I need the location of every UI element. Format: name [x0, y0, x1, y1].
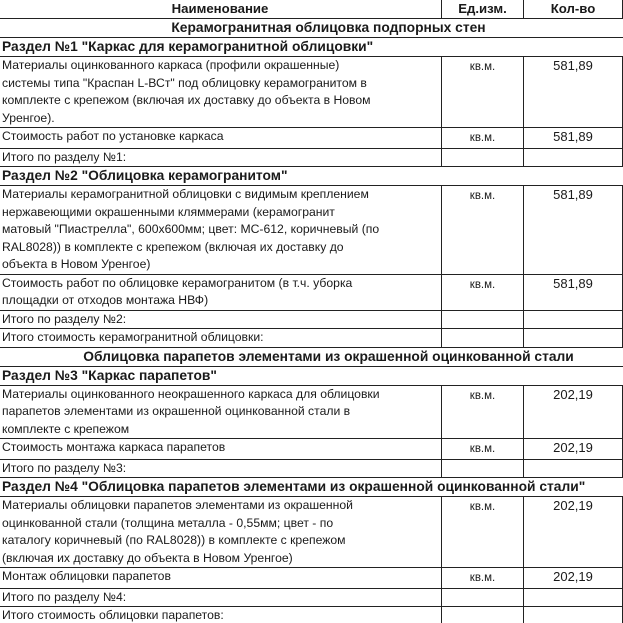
item-quantity — [524, 607, 623, 623]
column-header-unit: Ед.изм. — [442, 0, 524, 19]
table-row — [0, 128, 623, 149]
description-line: Материалы облицовки парапетов элементами из окрашенной — [2, 498, 353, 512]
item-quantity — [524, 588, 623, 607]
description-line: нержавеющими окрашенными кляммерами (керамогранит — [2, 204, 335, 219]
description-line: Стоимость работ по установке каркаса — [2, 129, 224, 143]
description-line: системы типа "Краспан L-ВСт" под облицовку керамогранитом в — [2, 75, 367, 90]
description-line: Итого по разделу №1: — [2, 149, 127, 164]
column-header-qty: Кол-во — [524, 0, 623, 19]
item-quantity: 581,89 — [524, 274, 623, 310]
subsection-heading: Раздел №2 "Облицовка керамогранитом" — [0, 167, 623, 186]
section-title-row — [0, 19, 623, 38]
item-description — [0, 148, 442, 167]
table-row — [0, 607, 623, 623]
item-quantity — [524, 310, 623, 329]
item-description — [0, 128, 442, 149]
item-unit: кв.м. — [442, 385, 524, 439]
section-title: Керамогранитная облицовка подпорных стен — [0, 19, 623, 38]
item-description — [0, 459, 442, 478]
item-description — [0, 439, 442, 460]
subsection-heading: Раздел №1 "Каркас для керамогранитной облицовки" — [0, 38, 623, 57]
item-description — [0, 607, 442, 623]
description-line: Монтаж облицовки парапетов — [2, 569, 171, 583]
description-line: оцинкованной стали (толщина металла - 0,55мм; цвет - по — [2, 515, 334, 530]
item-unit: кв.м. — [442, 568, 524, 589]
item-unit: кв.м. — [442, 128, 524, 149]
item-description — [0, 329, 442, 348]
item-description — [0, 568, 442, 589]
section-title: Облицовка парапетов элементами из окрашенной оцинкованной стали — [0, 347, 623, 366]
item-quantity — [524, 329, 623, 348]
table-row — [0, 310, 623, 329]
item-unit — [442, 607, 524, 623]
description-line: Итого по разделу №4: — [2, 589, 127, 604]
table-row — [0, 186, 623, 275]
item-unit — [442, 459, 524, 478]
table-row — [0, 459, 623, 478]
description-line: Итого стоимость облицовки парапетов: — [2, 608, 224, 622]
item-unit: кв.м. — [442, 439, 524, 460]
description-line: матовый "Пиастрелла", 600х600мм; цвет: МС-612, коричневый (по — [2, 222, 380, 236]
item-quantity: 202,19 — [524, 497, 623, 568]
table-row — [0, 568, 623, 589]
description-line: Итого стоимость керамогранитной облицовки: — [2, 330, 264, 344]
subsection-heading-row — [0, 38, 623, 57]
table-row — [0, 274, 623, 310]
table-row — [0, 57, 623, 128]
item-quantity: 581,89 — [524, 186, 623, 275]
item-quantity: 202,19 — [524, 568, 623, 589]
description-line: комплекте с крепежом (включая их доставку до объекта в Новом — [2, 93, 371, 107]
description-line: Итого по разделу №2: — [2, 311, 127, 326]
description-line: Материалы оцинкованного каркаса (профили окрашенные) — [2, 58, 340, 72]
item-quantity: 581,89 — [524, 57, 623, 128]
column-header-name: Наименование — [0, 0, 442, 19]
item-quantity: 202,19 — [524, 385, 623, 439]
item-unit — [442, 329, 524, 348]
item-unit — [442, 310, 524, 329]
subsection-heading-row — [0, 167, 623, 186]
item-description — [0, 588, 442, 607]
subsection-heading-row — [0, 478, 623, 497]
item-quantity — [524, 148, 623, 167]
description-line: Материалы керамогранитной облицовки с видимым креплением — [2, 187, 369, 201]
subsection-heading-row — [0, 366, 623, 385]
item-quantity: 581,89 — [524, 128, 623, 149]
item-quantity — [524, 459, 623, 478]
subsection-heading: Раздел №3 "Каркас парапетов" — [0, 366, 623, 385]
section-title-row — [0, 347, 623, 366]
description-line: площадки от отходов монтажа НВФ) — [2, 293, 209, 307]
table-row — [0, 148, 623, 167]
item-description — [0, 385, 442, 439]
description-line: Уренгое). — [2, 110, 55, 125]
description-line: парапетов элементами из окрашенной оцинкованной стали в — [2, 404, 351, 418]
header-row — [0, 0, 623, 19]
description-line: Стоимость работ по облицовке керамогранитом (в т.ч. уборка — [2, 275, 353, 290]
description-line: RAL8028)) в комплекте с крепежом (включая их доставку до — [2, 239, 344, 254]
item-unit — [442, 148, 524, 167]
item-unit: кв.м. — [442, 274, 524, 310]
table-row — [0, 497, 623, 568]
table-row — [0, 385, 623, 439]
table-row — [0, 588, 623, 607]
table-row — [0, 329, 623, 348]
item-description — [0, 57, 442, 128]
item-description — [0, 274, 442, 310]
item-quantity: 202,19 — [524, 439, 623, 460]
item-unit — [442, 588, 524, 607]
item-unit: кв.м. — [442, 57, 524, 128]
description-line: объекта в Новом Уренгое) — [2, 257, 151, 271]
item-description — [0, 497, 442, 568]
item-description — [0, 186, 442, 275]
description-line: каталогу коричневый (по RAL8028)) в комплекте с крепежом — [2, 533, 346, 547]
item-unit: кв.м. — [442, 186, 524, 275]
subsection-heading: Раздел №4 "Облицовка парапетов элементами из окрашенной оцинкованной стали" — [0, 478, 623, 497]
description-line: (включая их доставку до объекта в Новом Уренгое) — [2, 550, 293, 565]
description-line: комплекте с крепежом — [2, 421, 130, 436]
description-line: Стоимость монтажа каркаса парапетов — [2, 440, 226, 454]
item-unit: кв.м. — [442, 497, 524, 568]
description-line: Материалы оцинкованного неокрашенного каркаса для облицовки — [2, 386, 380, 401]
item-description — [0, 310, 442, 329]
table-row — [0, 439, 623, 460]
description-line: Итого по разделу №3: — [2, 460, 127, 475]
